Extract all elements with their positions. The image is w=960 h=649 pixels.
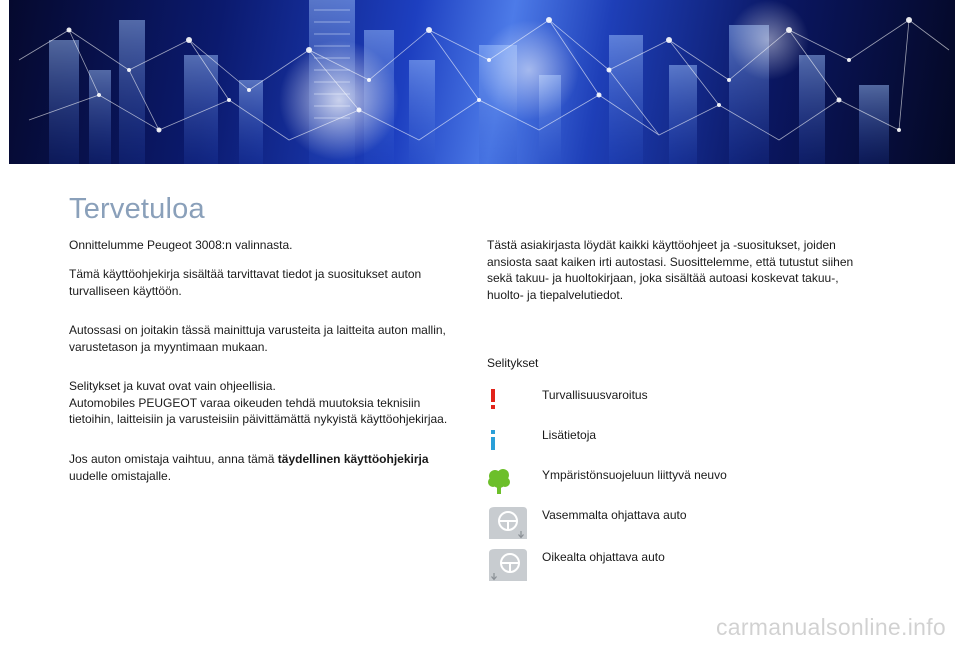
intro-paragraph-ownership <box>69 451 469 484</box>
info-icon <box>487 429 499 451</box>
ownership-text-bold: täydellinen käyttöohjekirja <box>277 452 429 466</box>
header-banner-image <box>9 0 955 164</box>
disclaimer-line-1: Selitykset ja kuvat ovat vain ohjeellisia. <box>69 379 276 393</box>
warning-exclamation-icon <box>487 388 499 410</box>
left-hand-drive-icon <box>487 505 529 541</box>
legend-label-left-hand-drive: Vasemmalta ohjattava auto <box>542 508 687 522</box>
legend-title: Selitykset <box>487 356 539 370</box>
disclaimer-line-2: Automobiles PEUGEOT varaa oikeuden tehdä muutoksia teknisiin tietoihin, laitteisiin ja varusteisiin päivittämättä nykyistä käyttöohjekirjaa. <box>69 395 448 426</box>
legend-label-additional-info: Lisätietoja <box>542 428 597 442</box>
legend-label-environment: Ympäristönsuojeluun liittyvä neuvo <box>542 468 727 482</box>
intro-paragraph-equipment: Autossasi on joitakin tässä mainittuja varusteita ja laitteita auton mallin, varustetason ja myyntimaan mukaan. <box>69 323 446 354</box>
legend-label-right-hand-drive: Oikealta ohjattava auto <box>542 550 665 564</box>
city-network-illustration <box>9 0 955 164</box>
tree-icon <box>487 467 511 495</box>
right-hand-drive-icon <box>487 547 529 583</box>
ownership-text-before: Jos auton omistaja vaihtuu, anna tämä <box>69 452 278 466</box>
legend-label-safety-warning: Turvallisuusvaroitus <box>542 388 648 402</box>
page-title: Tervetuloa <box>69 193 205 225</box>
intro-paragraph-congrats: Onnittelumme Peugeot 3008:n valinnasta. <box>69 238 293 252</box>
intro-paragraph-document-overview: Tästä asiakirjasta löydät kaikki käyttöohjeet ja -suositukset, joiden ansiosta saat kaiken irti autostasi. Suosittelemme, että tutustut siihen sekä takuu- ja huoltokirjaan, joka sisältää autoasi koskevat takuu-, huolto- ja tiepalvelutiedot. <box>487 238 854 302</box>
watermark: carmanualsonline.info <box>715 614 946 640</box>
intro-paragraph-disclaimer <box>69 378 464 428</box>
intro-paragraph-manual-content: Tämä käyttöohjekirja sisältää tarvittavat tiedot ja suositukset auton turvalliseen käyttöön. <box>69 267 422 298</box>
ownership-text-after: uudelle omistajalle. <box>69 468 172 483</box>
